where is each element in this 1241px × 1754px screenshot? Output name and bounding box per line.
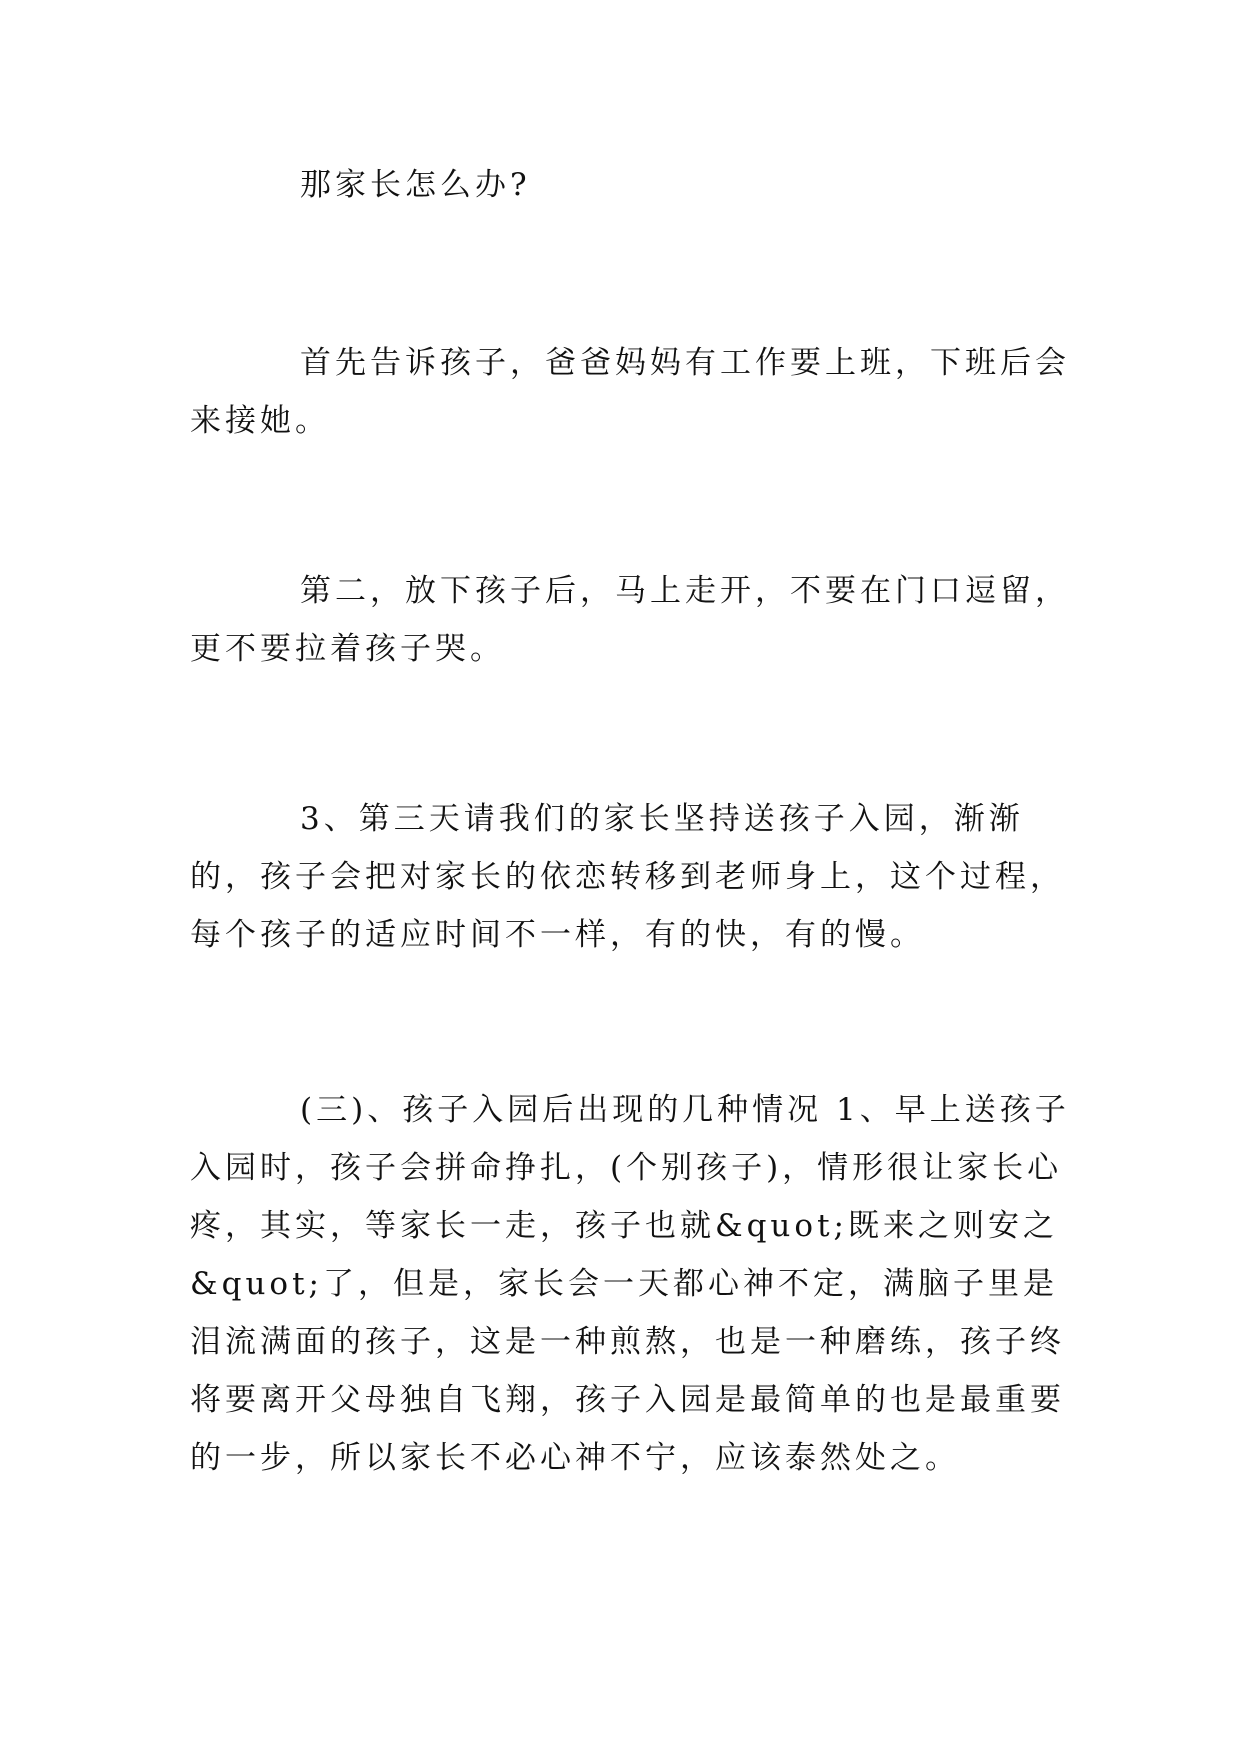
- paragraph-situations: (三)、孩子入园后出现的几种情况 1、早上送孩子入园时，孩子会拼命挣扎，(个别孩子)，情形很让家长心疼，其实，等家长一走，孩子也就&quot;既来之则安之&quot;了，但是，家长会一天都心神不定，满脑子里是泪流满面的孩子，这是一种煎熬，也是一种磨练，孩子终将要离开父母独自飞翔，孩子入园是最简单的也是最重要的一步，所以家长不必心神不宁，应该泰然处之。: [190, 1092, 1070, 1476]
- paragraph-third-day: 3、第三天请我们的家长坚持送孩子入园，渐渐的，孩子会把对家长的依恋转移到老师身上，这个过程，每个孩子的适应时间不一样，有的快，有的慢。: [190, 801, 1065, 953]
- paragraph-second-step: 第二，放下孩子后，马上走开，不要在门口逗留，更不要拉着孩子哭。: [190, 573, 1070, 667]
- paragraph-first-step: 首先告诉孩子，爸爸妈妈有工作要上班，下班后会来接她。: [190, 345, 1070, 439]
- paragraph-question: 那家长怎么办?: [300, 167, 531, 203]
